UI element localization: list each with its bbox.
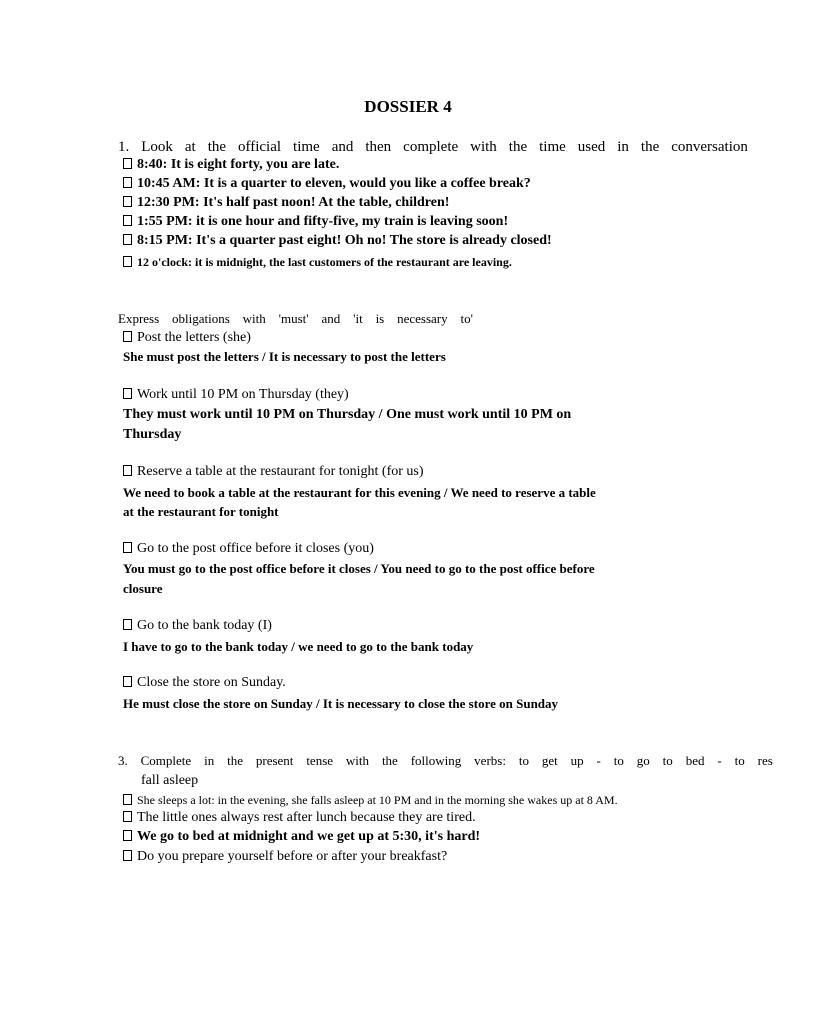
instruction-word: 'must' [278,311,309,326]
instruction-word: the [640,139,660,155]
time-answer: 12 o'clock: it is midnight, the last customers of the restaurant are leaving. [137,255,512,269]
checkbox-square-icon [123,811,132,822]
time-answer: 10:45 AM: It is a quarter to eleven, would you like a coffee break? [137,176,531,191]
instruction-word: necessary [397,311,448,326]
instruction-word: at [184,139,196,155]
instruction-word: tense [306,753,334,768]
page-title: DOSSIER 4 [364,97,452,116]
exercise-prompt: Work until 10 PM on Thursday (they) [123,385,349,405]
exercise-answer: She must post the letters / It is necessary to post the letters [123,349,446,364]
checkbox-square-icon [123,177,132,188]
checkbox-square-icon [123,465,132,476]
section3-instruction-continued: fall asleep [141,773,199,788]
instruction-word: go [636,753,650,768]
exercise-prompt: Go to the bank today (I) [123,616,272,636]
list-item: We go to bed at midnight and we get up at 5:30, it's hard! [123,827,480,847]
exercise-answer: They must work until 10 PM on Thursday / One must work until 10 PM on [123,407,572,422]
instruction-word: - [596,753,601,768]
instruction-word: complete [403,139,459,155]
checkbox-square-icon [123,619,132,630]
instruction-word: get [541,753,558,768]
instruction-word: is [375,311,385,326]
instruction-word: to [734,753,745,768]
exercise-answer: I have to go to the bank today / we need to go to the bank today [123,639,474,654]
exercise-answer: closure [123,581,163,596]
section1-instruction [118,137,748,157]
instruction-word: 'it [353,311,363,326]
time-answer: 12:30 PM: It's half past noon! At the table, children! [137,195,450,210]
instruction-word: the [227,753,243,768]
instruction-word: 3. [118,753,128,768]
instruction-word: in [617,139,629,155]
instruction-word: the [207,139,227,155]
exercise-answer: You must go to the post office before it closes / You need to go to the post office before [123,561,595,576]
instruction-word: - [717,753,722,768]
list-item [123,231,552,251]
checkbox-square-icon [123,830,132,841]
checkbox-square-icon [123,676,132,687]
instruction-word: to [662,753,673,768]
checkbox-square-icon [123,850,132,861]
list-item [123,212,508,232]
instruction-word: verbs: [474,753,506,768]
exercise-answer: We need to book a table at the restaurant for this evening / We need to reserve a table [123,485,596,500]
list-item: She sleeps a lot: in the evening, she falls asleep at 10 PM and in the morning she wakes up at 8 AM. [123,790,618,810]
instruction-word: the [381,753,398,768]
exercise-prompt: Close the store on Sunday. [123,673,286,693]
instruction-word: used [577,139,606,155]
list-item [123,174,531,194]
checkbox-square-icon [123,256,132,267]
exercise-prompt: Reserve a table at the restaurant for tonight (for us) [123,462,424,482]
list-item: Do you prepare yourself before or after your breakfast? [123,847,447,867]
instruction-word: to [518,753,529,768]
instruction-word: and [321,311,341,326]
section3-instruction [118,751,773,771]
checkbox-square-icon [123,331,132,342]
instruction-word: present [255,753,294,768]
checkbox-square-icon [123,388,132,399]
list-item: The little ones always rest after lunch because they are tired. [123,808,476,828]
checkbox-square-icon [123,794,132,805]
instruction-word: Express [118,311,160,326]
instruction-word: time [539,139,566,155]
instruction-word: to [613,753,624,768]
instruction-word: obligations [172,311,230,326]
instruction-word: official [238,139,282,155]
checkbox-square-icon [123,542,132,553]
exercise-prompt: Post the letters (she) [123,328,251,348]
instruction-word: with [345,753,370,768]
instruction-word: res [757,753,773,768]
instruction-word: following [410,753,462,768]
instruction-word: 1. [118,139,130,155]
instruction-word: to' [460,311,473,326]
checkbox-square-icon [123,196,132,207]
time-answer: 8:15 PM: It's a quarter past eight! Oh no! The store is already closed! [137,233,552,248]
instruction-word: time [293,139,320,155]
list-item [123,155,339,175]
instruction-word: and [331,139,354,155]
list-item [123,193,449,213]
exercise-answer: He must close the store on Sunday / It is necessary to close the store on Sunday [123,696,559,711]
instruction-word: in [204,753,215,768]
exercise-answer: Thursday [123,427,182,442]
time-answer: 1:55 PM: it is one hour and fifty-five, my train is leaving soon! [137,214,509,229]
section2-instruction [118,309,473,329]
time-answer: 8:40: It is eight forty, you are late. [137,157,340,172]
instruction-word: Look [141,139,173,155]
instruction-word: with [242,311,266,326]
exercise-answer: at the restaurant for tonight [123,504,279,519]
exercise-prompt: Go to the post office before it closes (you) [123,539,374,559]
list-item [123,252,512,272]
instruction-word: then [365,139,392,155]
checkbox-square-icon [123,158,132,169]
instruction-word: up [570,753,584,768]
checkbox-square-icon [123,234,132,245]
instruction-word: Complete [140,753,192,768]
instruction-word: bed [685,753,705,768]
instruction-word: the [508,139,528,155]
checkbox-square-icon [123,215,132,226]
instruction-word: with [470,139,497,155]
instruction-word: conversation [671,139,748,155]
